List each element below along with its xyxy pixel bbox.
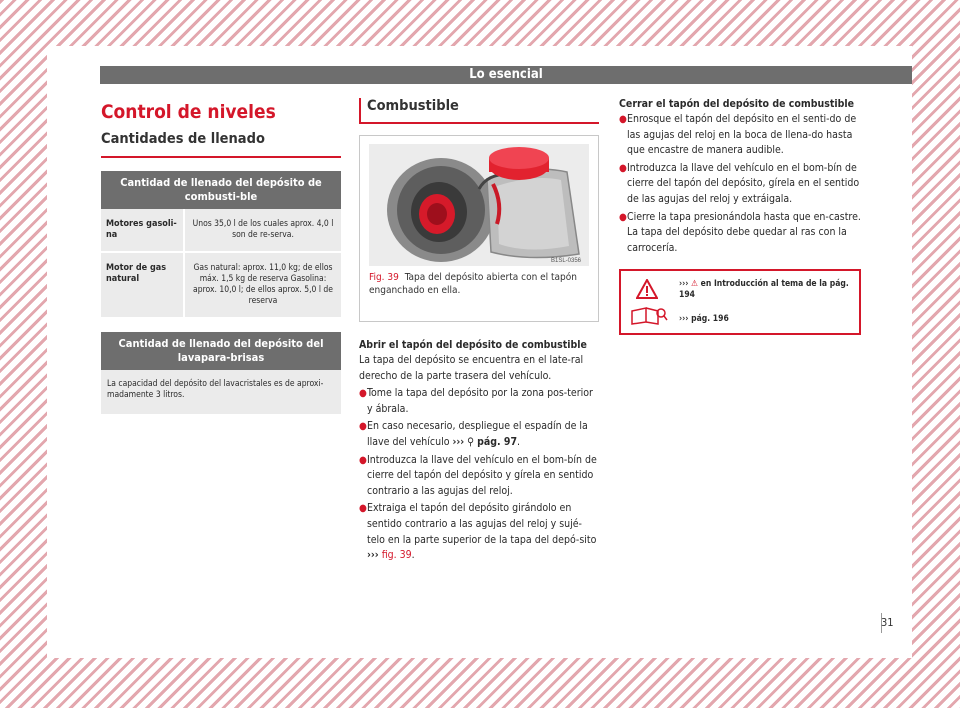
page [47,46,912,658]
middle-column [359,98,599,564]
page-reference-link[interactable]: pág. 97 [477,435,518,448]
subtitle: Cantidades de llenado [101,131,341,158]
chapter-header: Lo esencial [100,66,912,84]
fuel-door-illustration [369,144,589,266]
figure-caption [369,271,591,297]
open-heading: Abrir el tapón del depósito de combustible [359,339,587,351]
bullet-icon: ● [619,162,627,174]
figure-code: B1SL-0356 [551,258,582,264]
bullet-icon: ● [359,454,367,466]
key-icon: ⚲ [467,435,475,448]
manual-book-icon [630,305,668,325]
reference-intro-link[interactable]: ››› ⚠ en Introducción al tema de la pág. 194 [679,279,849,301]
figure-39 [359,135,599,322]
washer-capacity-table [101,332,341,414]
row-value: Gas natural: aprox. 11,0 kg; de ellos máx. 1,5 kg de reserva Gasolina: aprox. 10,0 l; de ellos aprox. 5,0 l de reserva [184,252,341,317]
list-item: ● En caso necesario, despliegue el espadín de la llave del vehículo ››› ⚲ pág. 97. [359,419,599,450]
fuel-capacity-table [101,171,341,317]
table-header: Cantidad de llenado del depósito del lavapara-brisas [101,332,341,370]
section-title: Combustible [359,98,599,124]
chevron-right-icon: ››› [452,435,465,448]
table-header: Cantidad de llenado del depósito de combusti-ble [101,171,341,209]
bullet-icon: ● [619,211,627,223]
bullet-icon: ● [619,114,627,125]
list-item: ● Extraiga el tapón del depósito girándolo en sentido contrario a las agujas del reloj y sujé-telo en la parte superior de la tapa del depó-sito ››› fig. 39. [359,501,599,563]
open-intro: La tapa del depósito se encuentra en el late-ral derecho de la parte trasera del vehículo. [359,354,584,382]
figure-caption-text: Tapa del depósito abierta con el tapón enganchado en ella. [369,272,577,296]
list-item: ● Cierre la tapa presionándola hasta que en-castre. La tapa del depósito debe quedar al ras con la carrocería. [619,210,861,257]
bullet-icon: ● [359,388,367,400]
chevron-right-icon: ››› [679,279,689,290]
close-heading: Cerrar el tapón del depósito de combustible [619,98,854,110]
table-row [101,252,341,317]
list-item: ● Tome la tapa del depósito por la zona pos-terior y ábrala. [359,386,599,417]
warning-icon [636,279,658,299]
reference-box [619,269,861,335]
figure-label: Fig. 39 [369,272,399,283]
section-title: Control de niveles [101,101,276,123]
table-row [101,209,341,252]
bullet-icon: ● [359,503,367,515]
row-label: Motores gasoli-na [101,209,184,252]
chevron-right-icon: ››› [367,549,379,562]
bullet-icon: ● [359,421,367,433]
row-label: Motor de gas natural [101,252,184,317]
reference-page-link[interactable]: ››› pág. 196 [679,314,729,325]
right-column [619,98,861,335]
warning-small-icon: ⚠ [691,279,698,290]
left-column [101,98,341,414]
chevron-right-icon: ››› [679,314,689,325]
page-number: 31 [881,616,894,629]
list-item: ● Enrosque el tapón del depósito en el senti-do de las agujas del reloj en la boca de llena-do hasta que encastre de manera audible. [619,112,861,159]
figure-reference-link[interactable]: fig. 39 [381,549,412,562]
table-text: La capacidad del depósito del lavacristales es de aproxi-madamente 3 litros. [101,370,341,414]
list-item: ● Introduzca la llave del vehículo en el bom-bín de cierre del tapón del depósito, gírela en el sentido de las agujas del reloj y extráigala. [619,161,861,208]
list-item: ● Introduzca la llave del vehículo en el bom-bín de cierre del tapón del depósito y gírela en sentido contrario a las agujas del reloj. [359,453,599,500]
row-value: Unos 35,0 l de los cuales aprox. 4,0 l son de re-serva. [184,209,341,252]
